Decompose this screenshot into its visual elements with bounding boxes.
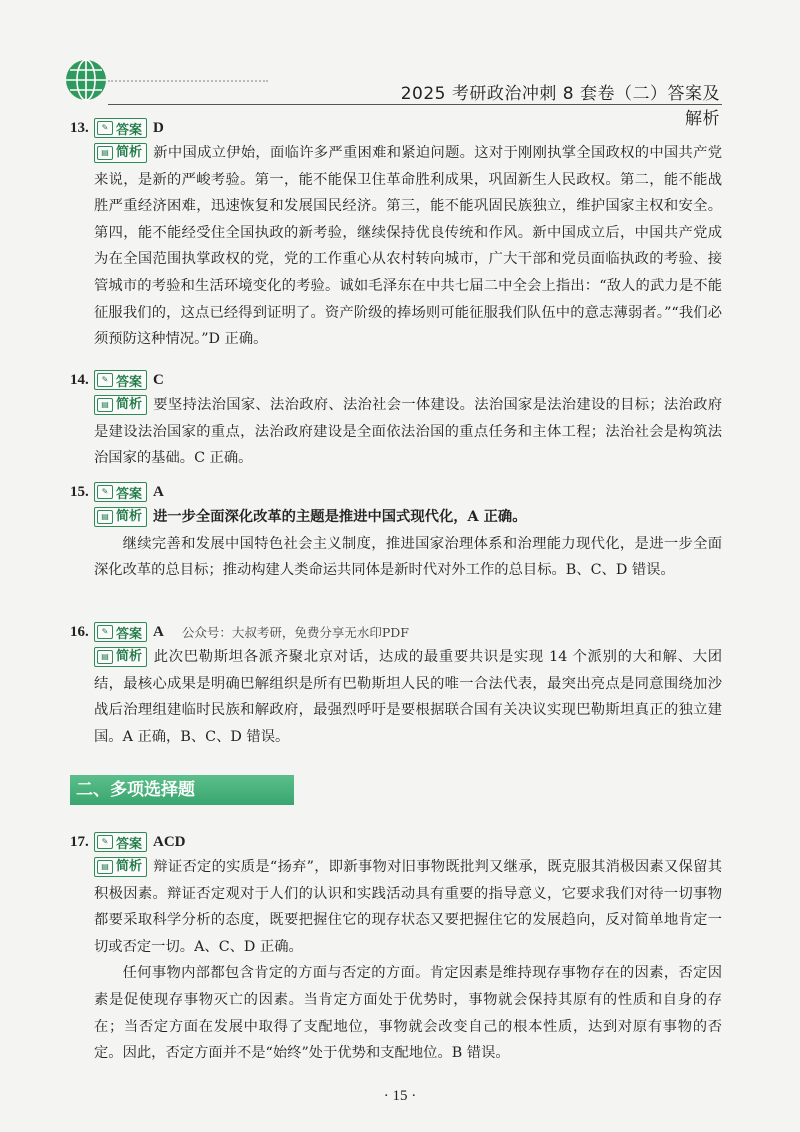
analysis-paragraph	[94, 644, 722, 750]
answer-value: ACD	[153, 833, 186, 850]
question-17	[70, 830, 722, 1067]
question-number: 15.	[70, 483, 89, 500]
analysis-text: 进一步全面深化改革的主题是推进中国式现代化，A 正确。	[153, 509, 527, 525]
question-13	[70, 116, 722, 353]
answer-value: A	[153, 483, 164, 500]
analysis-extra-paragraph: 继续完善和发展中国特色社会主义制度，推进国家治理体系和治理能力现代化，是进一步全面深化改革的总目标；推动构建人类命运共同体是新时代对外工作的总目标。B、C、D 错误。	[94, 535, 722, 579]
question-number: 17.	[70, 833, 89, 850]
book-icon: ▤	[97, 510, 113, 524]
analysis-text: 新中国成立伊始，面临许多严重困难和紧迫问题。这对于刚刚执掌全国政权的中国共产党来说，是新的严峻考验。第一，能不能保卫住革命胜利成果，巩固新生人民政权。第二，能不能战胜严重经济困难，迅速恢复和发展国民经济。第三，能不能巩固民族独立，维护国家主权和安全。第四，能不能经受住全国执政的新考验，继续保持优良传统和作风。新中国成立后，中国共产党成为在全国范围执掌政权的党，党的工作重心从农村转向城市，广大干部和党员面临执政的考验、接管城市的考验和生活环境变化的考验。诚如毛泽东在中共七届二中全会上指出：“敌人的武力是不能征服我们的，这点已经得到证明了。资产阶级的捧场则可能征服我们队伍中的意志薄弱者。”“我们必须预防这种情况。”D 正确。	[94, 145, 722, 348]
pencil-icon: ✎	[97, 625, 113, 639]
analysis-tag: ▤ 简析	[94, 395, 147, 415]
pencil-icon: ✎	[97, 121, 113, 135]
book-icon: ▤	[97, 398, 113, 412]
analysis-paragraph	[94, 140, 722, 353]
question-number: 13.	[70, 119, 89, 136]
analysis-text: 此次巴勒斯坦各派齐聚北京对话，达成的最重要共识是实现 14 个派别的大和解、大团结，最核心成果是明确巴解组织是所有巴勒斯坦人民的唯一合法代表，最突出亮点是同意围绕加沙战后治理组建临时民族和解政府，最强烈呼吁是要根据联合国有关决议实现巴勒斯坦真正的独立建国。A 正确，B、C、D 错误。	[94, 649, 722, 745]
book-icon: ▤	[97, 860, 113, 874]
analysis-paragraph	[94, 504, 722, 531]
running-header-title: 2025 考研政治冲刺 8 套卷（二）答案及解析	[400, 84, 720, 129]
question-number: 16.	[70, 623, 89, 640]
pencil-icon: ✎	[97, 373, 113, 387]
book-icon: ▤	[97, 146, 113, 160]
answer-value: D	[153, 119, 164, 136]
analysis-tag: ▤ 简析	[94, 143, 147, 163]
question-16	[70, 620, 722, 750]
answer-tag: ✎ 答案	[94, 622, 147, 642]
page-number: · 15 ·	[383, 1088, 417, 1104]
book-icon: ▤	[97, 650, 113, 664]
analysis-paragraph	[94, 854, 722, 960]
header-dotted-line	[108, 80, 268, 82]
answer-tag: ✎ 答案	[94, 832, 147, 852]
question-number: 14.	[70, 371, 89, 388]
analysis-tag: ▤ 简析	[94, 507, 147, 527]
analysis-extra-paragraph: 任何事物内部都包含肯定的方面与否定的方面。肯定因素是维持现存事物存在的因素，否定因素是促使现存事物灭亡的因素。当肯定方面处于优势时，事物就会保持其原有的性质和自身的存在；当否定方面在发展中取得了支配地位，事物就会改变自己的根本性质，达到对原有事物的否定。因此，否定方面并不是“始终”处于优势和支配地位。B 错误。	[94, 965, 722, 1062]
section-title: 二、多项选择题	[70, 775, 294, 805]
answer-tag: ✎ 答案	[94, 370, 147, 390]
answer-tag: ✎ 答案	[94, 118, 147, 138]
pencil-icon: ✎	[97, 485, 113, 499]
answer-value: A	[153, 623, 164, 640]
answer-tag: ✎ 答案	[94, 482, 147, 502]
header-rule	[108, 104, 722, 105]
pencil-icon: ✎	[97, 835, 113, 849]
answer-value: C	[153, 371, 164, 388]
globe-logo-icon	[64, 58, 108, 102]
analysis-tag: ▤ 简析	[94, 647, 147, 667]
analysis-text: 辩证否定的实质是“扬弃”，即新事物对旧事物既批判又继承，既克服其消极因素又保留其积极因素。辩证否定观对于人们的认识和实践活动具有重要的指导意义，它要求我们对待一切事物都要采取科学分析的态度，既要把握住它的现存状态又要把握住它的发展趋向，反对简单地肯定一切或否定一切。A、C、D 正确。	[94, 859, 722, 955]
analysis-tag: ▤ 简析	[94, 857, 147, 877]
analysis-paragraph	[94, 392, 722, 472]
question-15	[70, 480, 722, 584]
question-14	[70, 368, 722, 472]
watermark-text: 公众号：大叔考研，免费分享无水印PDF	[181, 625, 409, 640]
analysis-text: 要坚持法治国家、法治政府、法治社会一体建设。法治国家是法治建设的目标；法治政府是建设法治国家的重点，法治政府建设是全面依法治国的重点任务和主体工程；法治社会是构筑法治国家的基础。C 正确。	[94, 397, 722, 467]
